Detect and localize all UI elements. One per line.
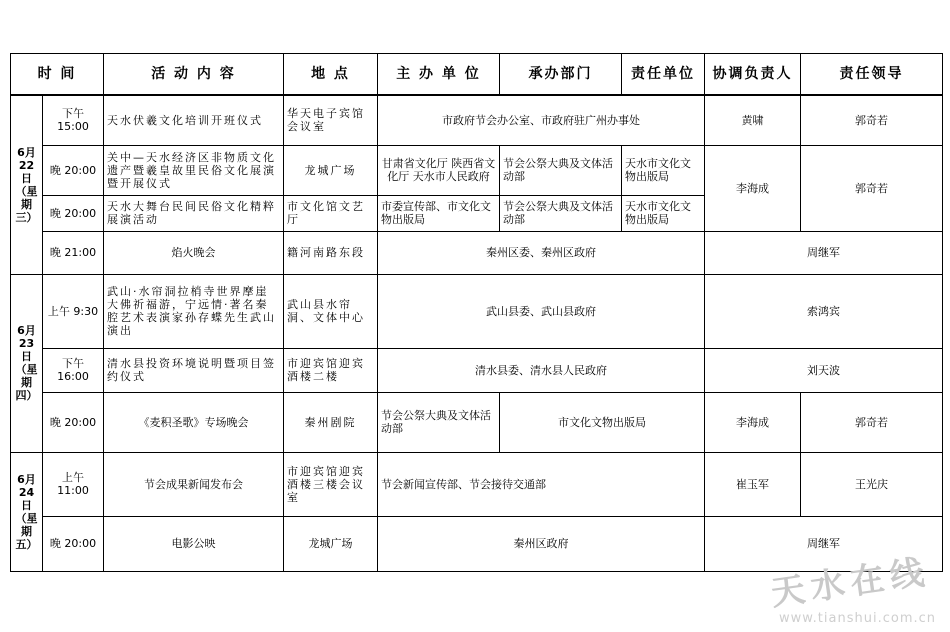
place-cell: 龙城广场 bbox=[284, 145, 378, 195]
header-time: 时 间 bbox=[11, 54, 104, 96]
place-cell: 市文化馆文艺厅 bbox=[284, 195, 378, 231]
activity-cell: 关中—天水经济区非物质文化遗产暨羲皇故里民俗文化展演暨开展仪式 bbox=[104, 145, 284, 195]
leader-cell: 周继军 bbox=[705, 516, 943, 571]
organizer-cell: 甘肃省文化厅 陕西省文化厅 天水市人民政府 bbox=[378, 145, 500, 195]
leader-cell: 郭奇若 bbox=[801, 145, 943, 231]
place-cell: 市迎宾馆迎宾酒楼二楼 bbox=[284, 348, 378, 392]
activity-cell: 焰火晚会 bbox=[104, 231, 284, 274]
leader-cell: 王光庆 bbox=[801, 452, 943, 516]
time-cell: 上午 9:30 bbox=[43, 274, 104, 348]
organizer-cell: 武山县委、武山县政府 bbox=[378, 274, 705, 348]
header-coordinator: 协调负责人 bbox=[705, 54, 801, 96]
place-cell: 华天电子宾馆会议室 bbox=[284, 95, 378, 145]
organizer-cell: 清水县委、清水县人民政府 bbox=[378, 348, 705, 392]
organizer-cell: 节会公祭大典及文体活动部 bbox=[378, 392, 500, 452]
responsible-unit-cell: 天水市文化文物出版局 bbox=[622, 195, 705, 231]
organizer-cell: 节会新闻宣传部、节会接待交通部 bbox=[378, 452, 705, 516]
activity-cell: 《麦积圣歌》专场晚会 bbox=[104, 392, 284, 452]
table-row bbox=[11, 231, 943, 274]
time-cell: 下午 15:00 bbox=[43, 95, 104, 145]
header-place: 地 点 bbox=[284, 54, 378, 96]
place-cell: 龙城广场 bbox=[284, 516, 378, 571]
activity-cell: 电影公映 bbox=[104, 516, 284, 571]
time-cell: 下午 16:00 bbox=[43, 348, 104, 392]
activity-cell: 清水县投资环境说明暨项目签约仪式 bbox=[104, 348, 284, 392]
undertaker-cell: 节会公祭大典及文体活动部 bbox=[500, 145, 622, 195]
schedule-table bbox=[10, 53, 943, 572]
undertaker-cell: 市文化文物出版局 bbox=[500, 392, 705, 452]
date-cell-22: 6月22日（星期三） bbox=[11, 95, 43, 274]
header-responsible-unit: 责任单位 bbox=[622, 54, 705, 96]
coordinator-cell: 黄啸 bbox=[705, 95, 801, 145]
responsible-unit-cell: 天水市文化文物出版局 bbox=[622, 145, 705, 195]
leader-cell: 周继军 bbox=[705, 231, 943, 274]
watermark-url: www.tianshui.com.cn bbox=[778, 611, 936, 626]
table-row bbox=[11, 145, 943, 195]
header-undertaker: 承办部门 bbox=[500, 54, 622, 96]
table-row bbox=[11, 274, 943, 348]
table-row bbox=[11, 348, 943, 392]
leader-cell: 郭奇若 bbox=[801, 392, 943, 452]
date-cell-24: 6月24日（星期五） bbox=[11, 452, 43, 571]
time-cell: 晚 20:00 bbox=[43, 392, 104, 452]
place-cell: 武山县水帘洞、文体中心 bbox=[284, 274, 378, 348]
time-cell: 晚 20:00 bbox=[43, 516, 104, 571]
time-cell: 上午 11:00 bbox=[43, 452, 104, 516]
time-cell: 晚 20:00 bbox=[43, 145, 104, 195]
place-cell: 秦州剧院 bbox=[284, 392, 378, 452]
organizer-cell: 秦州区政府 bbox=[378, 516, 705, 571]
header-activity: 活 动 内 容 bbox=[104, 54, 284, 96]
undertaker-cell: 节会公祭大典及文体活动部 bbox=[500, 195, 622, 231]
table-row bbox=[11, 452, 943, 516]
time-cell: 晚 21:00 bbox=[43, 231, 104, 274]
time-cell: 晚 20:00 bbox=[43, 195, 104, 231]
header-leader: 责任领导 bbox=[801, 54, 943, 96]
date-cell-23: 6月23日（星期四） bbox=[11, 274, 43, 452]
watermark-logo: 天水在线 bbox=[768, 552, 933, 614]
activity-cell: 武山·水帘洞拉梢寺世界摩崖大佛祈福游，宁远情·著名秦腔艺术表演家孙存蝶先生武山演出 bbox=[104, 274, 284, 348]
activity-cell: 天水伏羲文化培训开班仪式 bbox=[104, 95, 284, 145]
header-organizer: 主 办 单 位 bbox=[378, 54, 500, 96]
organizer-cell: 市委宣传部、市文化文物出版局 bbox=[378, 195, 500, 231]
organizer-cell: 秦州区委、秦州区政府 bbox=[378, 231, 705, 274]
place-cell: 籍河南路东段 bbox=[284, 231, 378, 274]
table-row bbox=[11, 95, 943, 145]
place-cell: 市迎宾馆迎宾酒楼三楼会议室 bbox=[284, 452, 378, 516]
leader-cell: 郭奇若 bbox=[801, 95, 943, 145]
activity-cell: 天水大舞台民间民俗文化精粹展演活动 bbox=[104, 195, 284, 231]
activity-cell: 节会成果新闻发布会 bbox=[104, 452, 284, 516]
leader-cell: 索鸿宾 bbox=[705, 274, 943, 348]
organizer-cell: 市政府节会办公室、市政府驻广州办事处 bbox=[378, 95, 705, 145]
coordinator-cell: 李海成 bbox=[705, 145, 801, 231]
coordinator-cell: 崔玉军 bbox=[705, 452, 801, 516]
leader-cell: 刘天波 bbox=[705, 348, 943, 392]
coordinator-cell: 李海成 bbox=[705, 392, 801, 452]
table-row bbox=[11, 392, 943, 452]
header-row bbox=[11, 54, 943, 96]
